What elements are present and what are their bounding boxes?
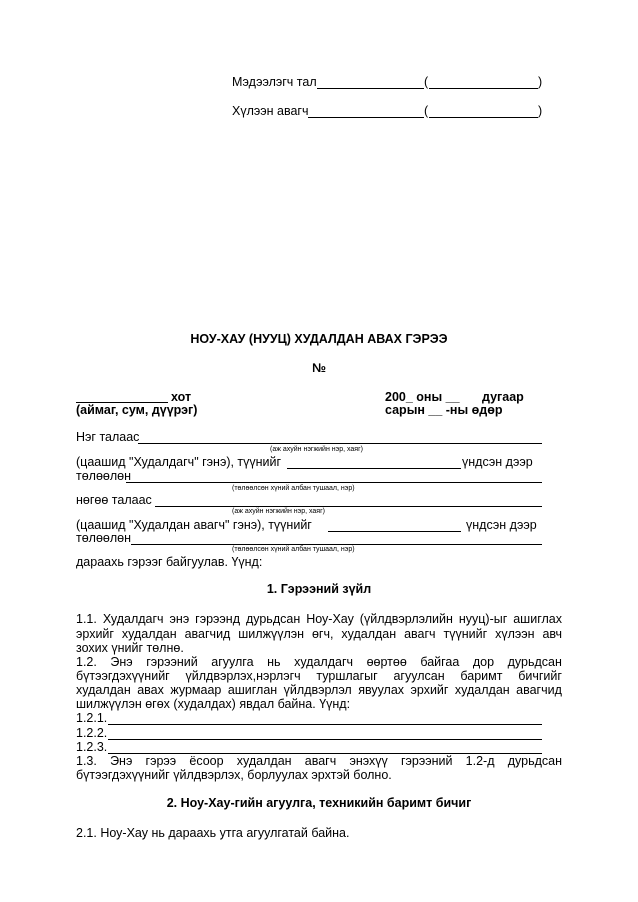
signature-receiver-name-line: [429, 117, 538, 118]
date-label: дугаар: [482, 390, 524, 404]
section2-heading: 2. Ноу-Хау-гийн агуулга, техникийн баримт бичиг: [166, 796, 472, 810]
section1-heading: 1. Гэрээний зүйл: [266, 582, 372, 596]
p11-line-3: зохих үнийг төлнө.: [76, 641, 184, 655]
signature-informant-name-line: [429, 88, 538, 89]
signature-informant-line: [317, 88, 424, 89]
document-title: НОУ-ХАУ (НУУЦ) ХУДАЛДАН АВАХ ГЭРЭЭ: [190, 332, 448, 346]
party2-rep-hint: (төлөөлсөн хүний албан тушаал, нэр): [232, 546, 355, 553]
p12-line-1: 1.2. Энэ гэрээний агуулга нь худалдагч өөртөө байгаа дор дурьдсан: [76, 655, 562, 669]
p12-line-3: худалдан авах журмаар ашиглан үйлдвэрлэл явуулах эрхийг худалдан авагчид: [76, 683, 562, 697]
party2-rep-line: [131, 544, 542, 545]
p11-line-2: эрхийг худалдан авагчид шилжүүлэн өгч, худалдан авагч түүнийг хүлээн авч: [76, 627, 562, 641]
signature-receiver-label: Хүлээн авагч: [232, 104, 309, 118]
signature-receiver-open: (: [424, 104, 429, 118]
party1-name-hint: (аж ахуйн нэгжийн нэр, хаяг): [270, 446, 363, 453]
signature-receiver-line: [308, 117, 424, 118]
signature-informant-close: ): [538, 75, 543, 89]
party2-role: (цаашид "Худалдан авагч" гэнэ), түүнийг: [76, 518, 312, 532]
item-1-2-1-line: [108, 724, 542, 725]
city-sublabel: (аймаг, сум, дүүрэг): [76, 403, 198, 417]
party2-name-line: [155, 506, 542, 507]
party1-name-line: [138, 443, 542, 444]
party2-basis-label: үндсэн дээр: [466, 518, 537, 532]
party1-label: Нэг талаас: [76, 430, 140, 444]
party1-rep-hint: (төлөөлсөн хүний албан тушаал, нэр): [232, 485, 355, 492]
party1-basis-line: [287, 468, 461, 469]
p11-line-1: 1.1. Худалдагч энэ гэрээнд дурьдсан Ноу-Хау (үйлдвэрлэлийн нууц)-ыг ашиглах: [76, 612, 562, 626]
party1-role: (цаашид "Худалдагч" гэнэ), түүнийг: [76, 455, 282, 469]
item-1-2-1: 1.2.1.: [76, 711, 108, 725]
date-year: 200_ оны __: [385, 390, 460, 404]
signature-receiver-close: ): [538, 104, 543, 118]
party2-name-hint: (аж ахуйн нэгжийн нэр, хаяг): [232, 508, 325, 515]
item-1-2-3: 1.2.3.: [76, 740, 108, 754]
item-1-2-2-line: [108, 739, 542, 740]
p12-line-2: бүтээгдэхүүнийг үйлдвэрлэх,нэрлэгч туршлагыг агуулсан баримт бичгийг: [76, 669, 562, 683]
party1-basis-label: үндсэн дээр: [462, 455, 533, 469]
p13-line-1: 1.3. Энэ гэрээ ёсоор худалдан авагч энэхүү гэрээний 1.2-д дурьдсан: [76, 754, 562, 768]
city-label: хот: [171, 390, 192, 404]
party2-rep-label: төлөөлөн: [76, 531, 132, 545]
signature-informant-label: Мэдээлэгч тал: [232, 75, 317, 89]
agreement-line: дараахь гэрээг байгуулав. Үүнд:: [76, 555, 263, 569]
p12-line-4: шилжүүлэн өгөх (худалдах) явдал байна. Үүнд:: [76, 697, 351, 711]
contract-number-sign: №: [312, 361, 326, 375]
date-day: сарын __ -ны өдөр: [385, 403, 503, 417]
item-1-2-2: 1.2.2.: [76, 726, 108, 740]
party2-label: нөгөө талаас: [76, 493, 152, 507]
p21: 2.1. Ноу-Хау нь дараахь утга агуулгатай байна.: [76, 826, 350, 840]
party1-rep-label: төлөөлөн: [76, 469, 132, 483]
signature-informant-open: (: [424, 75, 429, 89]
p13-line-2: бүтээгдэхүүнийг үйлдвэрлэх, борлуулах эрхтэй болно.: [76, 768, 392, 782]
party1-rep-line: [126, 482, 542, 483]
party2-basis-line: [328, 531, 461, 532]
